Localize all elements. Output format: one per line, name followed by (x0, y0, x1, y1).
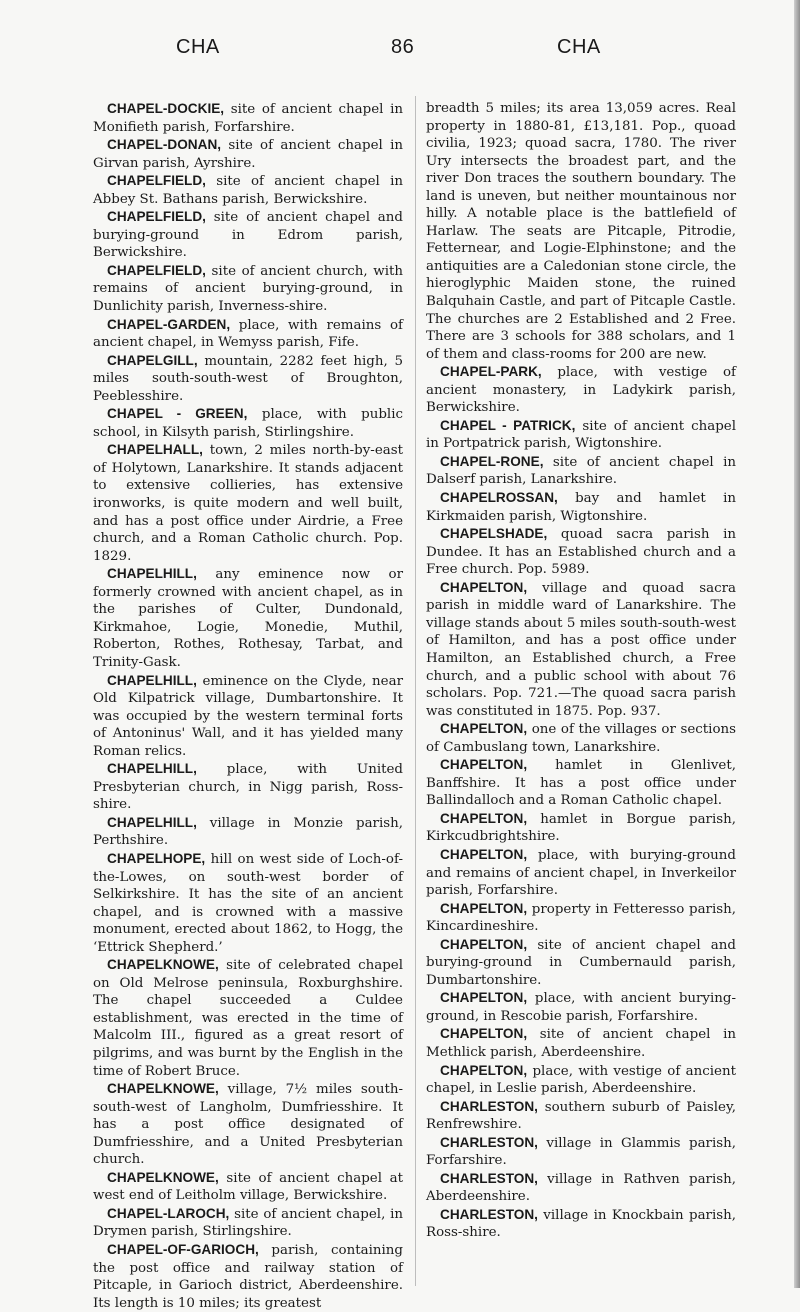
entry-text: site of ancient chapel in Monifieth parish, Forfarshire. (93, 102, 403, 135)
entry-headword: CHAPELKNOWE, (107, 957, 219, 973)
gazetteer-entry (93, 405, 403, 441)
entry-text: breadth 5 miles; its area 13,059 acres. Real property in 1880-81, £13,181. Pop., quoad civilia, 1923; quoad sacra, 1780. The river Ury intersects the broadest part, and the river Don traces the southern boundary. The land is uneven, but neither mountainous nor hilly. A notable place is the battlefield of Harlaw. The seats are Pitcaple, Pitrodie, Fetternear, and Logie-Elphinstone; and the antiquities are a Caledonian stone circle, the hieroglyphic Maiden stone, the ruined Balquhain Castle, and part of Pitcaple Castle. The churches are 2 Established and 2 Free. There are 3 schools for 388 scholars, and 1 of them and class-rooms for 200 are new. (426, 101, 736, 362)
entry-text: site of ancient chapel in Dalserf parish, Lanarkshire. (426, 454, 736, 488)
entry-headword: CHAPELHILL, (107, 814, 197, 830)
entry-text: hamlet in Borgue parish, Kirkcudbrightshire. (426, 811, 736, 845)
gazetteer-entry (93, 850, 403, 956)
gazetteer-entry (426, 417, 736, 453)
gazetteer-entry (426, 1134, 736, 1170)
entry-headword: CHAPELTON, (440, 810, 528, 826)
gazetteer-entry (426, 363, 736, 417)
entry-text: any eminence now or formerly crowned with ancient chapel, as in the parishes of Culter, Dundonald, Kirkmahoe, Logie, Monedie, Muthil, Roberton, Rothes, Rothesay, Tarbat, and Trinity-Gask. (93, 567, 403, 670)
entry-text: place, with burying-ground and remains of ancient chapel, in Inverkeilor parish, Forfarshire. (426, 847, 736, 899)
right-column (426, 100, 736, 1242)
gazetteer-entry (93, 1169, 403, 1205)
entry-text: hill on west side of Loch-of-the-Lowes, on south-west border of Selkirkshire. It has the site of an ancient chapel, and is crowned with a massive monument, erected about 1862, to Hogg, the ‘Ettrick Shepherd.’ (93, 851, 403, 955)
entry-headword: CHAPELTON, (440, 900, 528, 916)
entry-text: eminence on the Clyde, near Old Kilpatrick village, Dumbartonshire. It was occupied by the western terminal forts of Antoninus' Wall, and it has yielded many Roman relics. (93, 673, 403, 759)
entry-text: village, 7½ miles south-south-west of Langholm, Dumfriesshire. It has a post office designated of Dumfriesshire, and a United Presbyterian church. (93, 1082, 403, 1168)
gazetteer-entry (93, 136, 403, 172)
entry-text: place, with United Presbyterian church, in Nigg parish, Ross-shire. (93, 762, 403, 813)
entry-headword: CHAPELGILL, (107, 352, 198, 368)
entry-text: site of ancient chapel in Abbey St. Bathans parish, Berwickshire. (93, 174, 403, 207)
entry-text: village in Glammis parish, Forfarshire. (426, 1135, 736, 1169)
entry-headword: CHAPELKNOWE, (107, 1081, 219, 1097)
entry-text: site of ancient chapel in Girvan parish, Ayrshire. (93, 138, 403, 171)
entry-text: village in Rathven parish, Aberdeenshire. (426, 1171, 736, 1205)
gazetteer-entry (426, 989, 736, 1025)
gazetteer-entry (93, 352, 403, 406)
entry-text: place, with remains of ancient chapel, in Wemyss parish, Fife. (93, 317, 403, 351)
entry-text: quoad sacra parish in Dundee. It has an Established church and a Free church. Pop. 5989. (426, 527, 736, 578)
gazetteer-entry (93, 262, 403, 316)
entry-headword: CHAPELTON, (440, 846, 528, 862)
header-left-guide-word: CHA (176, 36, 220, 58)
entry-headword: CHARLESTON, (440, 1206, 538, 1222)
gazetteer-entry (93, 1205, 403, 1241)
entry-headword: CHAPELFIELD, (107, 209, 206, 225)
entry-headword: CHAPEL-DONAN, (107, 137, 222, 153)
entry-headword: CHAPELFIELD, (107, 173, 206, 189)
entry-headword: CHAPEL-RONE, (440, 453, 544, 469)
entry-headword: CHAPELHILL, (107, 566, 197, 582)
running-header (0, 36, 800, 66)
entry-headword: CHARLESTON, (440, 1170, 538, 1186)
entry-headword: CHAPELHOPE, (107, 850, 206, 866)
entry-headword: CHAPEL-OF-GARIOCH, (107, 1242, 259, 1257)
entry-text: site of ancient chapel in Portpatrick parish, Wigtonshire. (426, 418, 736, 452)
entry-headword: CHAPEL - PATRICK, (440, 417, 576, 433)
entry-headword: CHARLESTON, (440, 1134, 538, 1150)
entry-text: village in Monzie parish, Perthshire. (93, 815, 403, 849)
entry-text: site of ancient chapel and burying-ground in Edrom parish, Berwickshire. (93, 210, 403, 261)
entry-headword: CHAPELKNOWE, (107, 1169, 219, 1185)
gazetteer-entry (93, 172, 403, 208)
gazetteer-entry (93, 1241, 403, 1312)
entry-text: place, with vestige of ancient chapel, in Leslie parish, Aberdeenshire. (426, 1063, 736, 1097)
entry-headword: CHAPELHILL, (107, 672, 197, 688)
gazetteer-entry (426, 1025, 736, 1061)
entry-text: place, with public school, in Kilsyth parish, Stirlingshire. (93, 407, 403, 440)
gazetteer-entry (93, 100, 403, 136)
entry-headword: CHAPEL - GREEN, (107, 406, 248, 422)
entry-text: village in Knockbain parish, Ross-shire. (426, 1207, 736, 1241)
entry-text: site of ancient chapel in Methlick parish, Aberdeenshire. (426, 1027, 736, 1060)
entry-headword: CHAPEL-DOCKIE, (107, 101, 225, 116)
entry-text: site of ancient chapel and burying-ground in Cumbernauld parish, Dumbartonshire. (426, 937, 736, 988)
gazetteer-entry (426, 1170, 736, 1206)
entry-text: site of ancient chapel, in Drymen parish, Stirlingshire. (93, 1206, 403, 1240)
gazetteer-entry (426, 900, 736, 936)
entry-text: property in Fetteresso parish, Kincardineshire. (426, 901, 736, 935)
gazetteer-entry (93, 956, 403, 1080)
gazetteer-entry (426, 1098, 736, 1134)
entry-headword: CHAPELTON, (440, 721, 528, 737)
entry-text: site of celebrated chapel on Old Melrose peninsula, Roxburghshire. The chapel succeeded a Culdee establishment, was erected in the time of Malcolm III., figured as a great resort of pilgrims, and was burnt by the English in the time of Robert Bruce. (93, 958, 403, 1079)
gazetteer-entry (426, 579, 736, 720)
entry-headword: CHAPELHALL, (107, 442, 203, 458)
entry-headword: CHAPEL-PARK, (440, 364, 542, 380)
gazetteer-entry (93, 814, 403, 850)
entry-headword: CHAPELSHADE, (440, 526, 548, 542)
gazetteer-entry (426, 810, 736, 846)
entry-headword: CHAPEL-LAROCH, (107, 1205, 230, 1221)
entry-headword: CHAPELTON, (440, 757, 528, 773)
entry-text: site of ancient chapel at west end of Leitholm village, Berwickshire. (93, 1170, 403, 1204)
gazetteer-entry (426, 1062, 736, 1098)
entry-headword: CHAPELTON, (440, 579, 528, 595)
entry-text: hamlet in Glenlivet, Banffshire. It has a post office under Ballindalloch and a Roman Catholic chapel. (426, 758, 736, 809)
entry-text: village and quoad sacra parish in middle ward of Lanarkshire. The village stands about 5 miles south-south-west of Hamilton, and has a post office under Hamilton, an Established church, a Free church, and a public school with about 76 scholars. Pop. 721.—The quoad sacra parish was constituted in 1875. Pop. 937. (426, 580, 736, 719)
gazetteer-entry (93, 760, 403, 814)
entry-text: bay and hamlet in Kirkmaiden parish, Wigtonshire. (426, 491, 736, 524)
gazetteer-entry (426, 489, 736, 525)
entry-headword: CHARLESTON, (440, 1098, 538, 1114)
entry-text: mountain, 2282 feet high, 5 miles south-south-west of Broughton, Peeblesshire. (93, 353, 403, 404)
entry-text: parish, containing the post office and railway station of Pitcaple, in Garioch district, Aberdeenshire. Its length is 10 miles; its greatest (93, 1243, 403, 1311)
gazetteer-entry (426, 525, 736, 579)
page-edge-shadow (794, 0, 800, 1288)
left-column (93, 100, 403, 1312)
entry-headword: CHAPELROSSAN, (440, 490, 558, 506)
gazetteer-entry (93, 208, 403, 262)
gazetteer-entry (426, 846, 736, 900)
entry-text: one of the villages or sections of Cambuslang town, Lanarkshire. (426, 722, 736, 755)
entry-text: site of ancient church, with remains of ancient burying-ground, in Dunlichity parish, Inverness-shire. (93, 263, 403, 315)
entry-text: place, with ancient burying-ground, in Rescobie parish, Forfarshire. (426, 991, 736, 1024)
entry-headword: CHAPELFIELD, (107, 262, 206, 278)
header-right-guide-word: CHA (557, 36, 601, 58)
gazetteer-entry (93, 672, 403, 761)
gazetteer-entry (93, 565, 403, 671)
entry-headword: CHAPELTON, (440, 1026, 528, 1042)
entry-text: place, with vestige of ancient monastery, in Ladykirk parish, Berwickshire. (426, 365, 736, 416)
entry-headword: CHAPELTON, (440, 1062, 528, 1078)
page-number: 86 (391, 36, 415, 58)
gazetteer-entry (93, 441, 403, 565)
gazetteer-entry (426, 100, 736, 363)
entry-headword: CHAPELTON, (440, 990, 528, 1006)
entry-text: town, 2 miles north-by-east of Holytown, Lanarkshire. It stands adjacent to extensive collieries, has extensive ironworks, is quite modern and well built, and has a post office under Airdrie, a Free church, and a Roman Catholic church. Pop. 1829. (93, 443, 403, 564)
entry-headword: CHAPELHILL, (107, 761, 197, 777)
gazetteer-entry (426, 1206, 736, 1242)
gazetteer-entry (93, 1080, 403, 1169)
entry-headword: CHAPEL-GARDEN, (107, 316, 231, 332)
column-divider (415, 96, 416, 1286)
gazetteer-entry (426, 756, 736, 810)
entry-headword: CHAPELTON, (440, 936, 528, 952)
gazetteer-entry (93, 316, 403, 352)
gazetteer-entry (426, 936, 736, 990)
gazetteer-entry (426, 453, 736, 489)
entry-text: southern suburb of Paisley, Renfrewshire. (426, 1099, 736, 1133)
gazetteer-entry (426, 720, 736, 756)
